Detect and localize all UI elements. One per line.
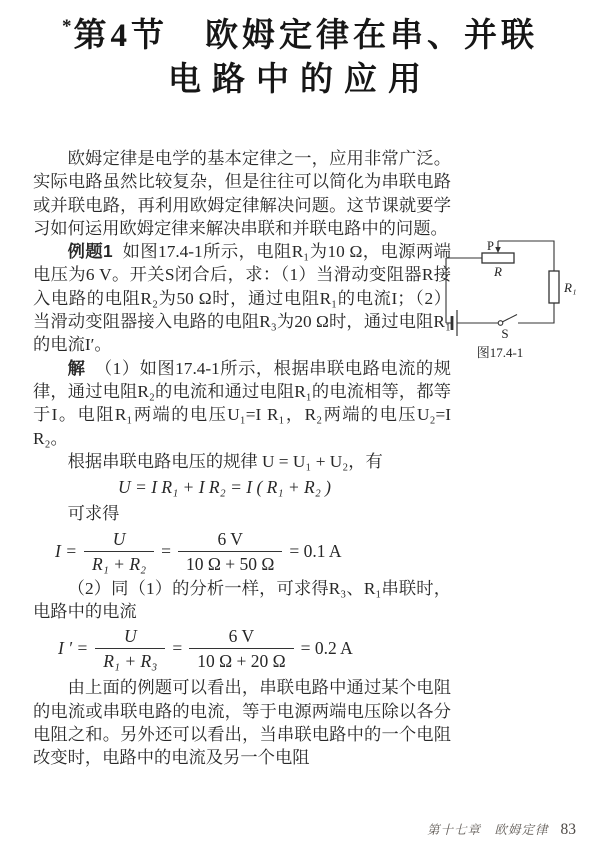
eq1-equals: =: [161, 540, 171, 561]
solution-label: 解: [67, 357, 86, 378]
page-footer: [427, 820, 576, 839]
wire-bottom-right: [518, 303, 554, 323]
paragraph-intro-text: 欧姆定律是电学的基本定律之一，应用非常广泛。实际电路虽然比较复杂，但是往往可以简化为串联电路或并联电路，再利用欧姆定律解决问题。这节课就要学习如何运用欧姆定律来解决串联和并联电路中的问题。: [33, 149, 451, 238]
eq2-lhs: I ′ =: [58, 638, 89, 659]
footer-chapter: 第十七章 欧姆定律: [426, 823, 549, 837]
equation-current-1: [55, 529, 451, 574]
eq1-result: = 0.1 A: [289, 540, 342, 561]
equation-voltage: U = I R₁ + I R₂ = I ( R₁ + R₂ ): [118, 477, 331, 498]
paragraph-example-text: 如图17.4-1所示，电阻R₁为10 Ω，电源两端电压为6 V。开关S闭合后，求：（1）当滑动变阻器R接入电路的电阻R₂为50 Ω时，通过电阻R₁的电流I；（2）当滑动变阻器接入电路的电阻R₃为20 Ω时，通过电阻R₁的电流I′。: [33, 242, 451, 355]
paragraph-derive: [33, 502, 451, 525]
paragraph-example: [33, 240, 451, 356]
circuit-figure: [438, 238, 590, 342]
eq2-fraction-numeric: [189, 626, 293, 671]
paragraph-derive-text: 可求得: [67, 504, 120, 524]
section-title-line2: 电路中的应用: [168, 62, 432, 98]
eq2-equals: =: [172, 638, 183, 659]
eq2-numerator-value: 6 V: [189, 626, 293, 649]
section-title: [0, 6, 600, 101]
switch-label: S: [501, 326, 509, 341]
switch-lever: [502, 315, 517, 323]
eq1-numerator: U: [84, 529, 154, 552]
resistor-symbol: [549, 271, 559, 303]
slider-label: P: [487, 239, 494, 253]
paragraph-solution-text: （1）如图17.4-1所示，根据串联电路电流的规律，通过电阻R₂的电流和通过电阻R₁的电流相等，都等于I。电阻R₁两端的电压U₁=I R₁，R₂两端的电压U₂=I R₂。: [33, 358, 451, 448]
paragraph-voltage-rule: [33, 450, 451, 473]
paragraph-conclusion: [33, 676, 451, 769]
eq2-denominator: R₁ + R₃: [103, 651, 158, 672]
wire-top-right: [498, 241, 554, 271]
eq2-numerator: U: [95, 626, 165, 649]
paragraph-voltage-rule-text: 根据串联电路电压的规律 U = U₁ + U₂，有: [67, 451, 383, 471]
rheostat-symbol: [482, 253, 514, 263]
eq1-fraction-numeric: [178, 529, 282, 574]
paragraph-conclusion-text: 由上面的例题可以看出，串联电路中通过某个电阻的电流或串联电路的电流，等于电源两端电压除以各分电阻之和。另外还可以看出，当串联电路中的一个电阻改变时，电路中的电流及另一个电阻: [33, 678, 451, 768]
paragraph-solution: [33, 357, 451, 450]
example-label: 例题1: [67, 241, 113, 262]
equation-current-2: [58, 626, 451, 671]
title-asterisk: *: [62, 16, 72, 37]
eq2-fraction-symbolic: [95, 626, 165, 671]
figure-caption: 图17.4-1: [476, 345, 524, 360]
eq1-numerator-value: 6 V: [178, 529, 282, 552]
eq2-result: = 0.2 A: [300, 638, 353, 659]
resistor-label: R₁: [564, 280, 577, 295]
body-text-column: [33, 147, 451, 770]
title-line1-text: 第4节 欧姆定律在串、并联: [73, 18, 538, 54]
footer-page-number: 83: [560, 821, 576, 838]
circuit-diagram: [438, 238, 590, 342]
slider-arrow-icon: [495, 247, 501, 253]
section-title-line1: [0, 6, 600, 57]
eq2-denominator-value: 10 Ω + 20 Ω: [197, 651, 286, 672]
paragraph-part2: [33, 577, 451, 624]
rheostat-label: R: [494, 264, 502, 279]
paragraph-intro: [33, 147, 451, 240]
eq1-denominator: R₁ + R₂: [92, 553, 147, 574]
eq1-fraction-symbolic: [84, 529, 154, 574]
eq1-denominator-value: 10 Ω + 50 Ω: [186, 553, 275, 574]
paragraph-part2-text: （2）同（1）的分析一样，可求得R₃、R₁串联时，电路中的电流: [33, 578, 451, 622]
eq1-lhs: I =: [55, 540, 78, 561]
switch-pivot: [498, 321, 503, 326]
